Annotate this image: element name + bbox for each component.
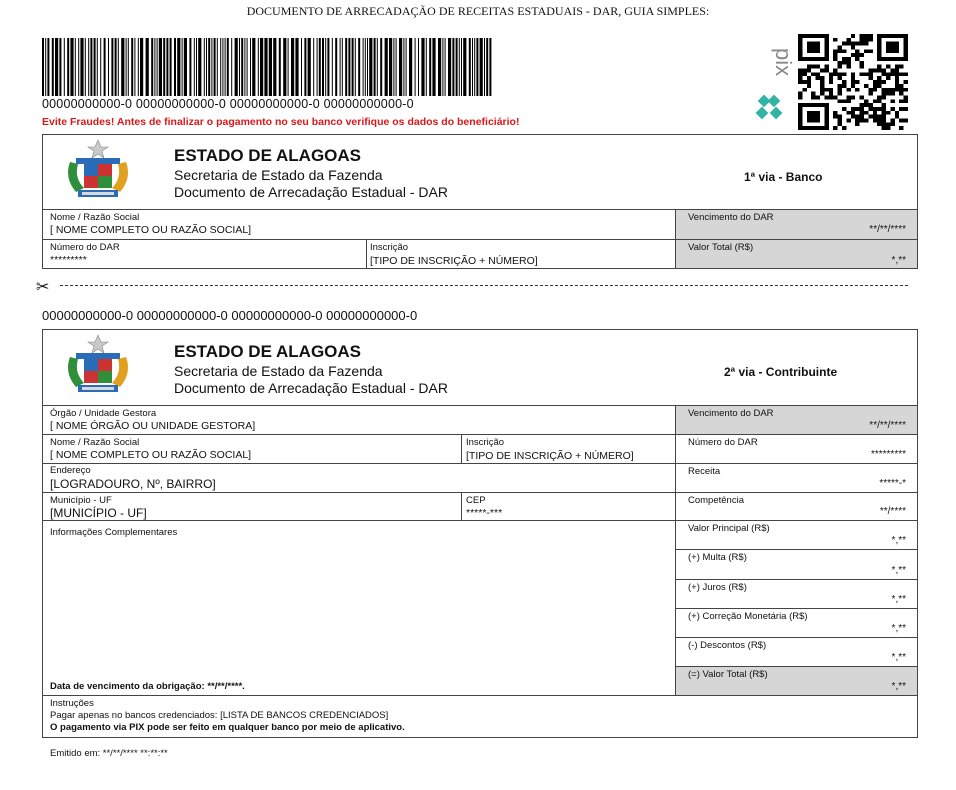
qr-code[interactable]	[798, 34, 908, 130]
scissors-icon: ✂	[36, 279, 50, 296]
divider	[675, 608, 918, 609]
total-value: *,**	[891, 255, 906, 266]
coat-of-arms-icon	[62, 138, 134, 202]
value-label: (+) Multa (R$)	[688, 552, 747, 563]
orgao-label: Órgão / Unidade Gestora	[50, 408, 157, 419]
value-label: Valor Principal (R$)	[688, 523, 770, 534]
value-label: (+) Correção Monetária (R$)	[688, 611, 808, 622]
orgao-value: [ NOME ÓRGÃO OU UNIDADE GESTORA]	[50, 420, 256, 432]
divider	[42, 434, 918, 435]
instructions-text: Pagar apenas no bancos credenciados: [LISTA DE BANCOS CREDENCIADOS]	[50, 710, 389, 721]
value-amount: *,**	[891, 535, 906, 546]
state-title: ESTADO DE ALAGOAS	[174, 342, 362, 361]
document-name: Documento de Arrecadação Estadual - DAR	[174, 184, 448, 200]
divider	[675, 405, 676, 695]
dar-number-label: Número do DAR	[50, 242, 120, 253]
value-label: (=) Valor Total (R$)	[688, 669, 768, 680]
value-amount: *,**	[891, 652, 906, 663]
total-label: Valor Total (R$)	[688, 242, 754, 253]
divider	[461, 434, 462, 463]
dar-number-value: *********	[50, 254, 87, 266]
inscricao-label: Inscrição	[466, 437, 505, 448]
due-value: **/**/****	[869, 224, 906, 235]
divider	[675, 520, 918, 521]
value-amount: *****-*	[879, 478, 906, 489]
value-amount: *,**	[891, 681, 906, 692]
value-label: Vencimento do DAR	[688, 408, 774, 419]
via1-label: 1ª via - Banco	[744, 170, 823, 184]
emitted-date: Emitido em: **/**/**** **:**:**	[50, 748, 168, 759]
state-title: ESTADO DE ALAGOAS	[174, 146, 362, 165]
endereco-value: [LOGRADOURO, Nº, BAIRRO]	[50, 477, 216, 491]
secretariat-name: Secretaria de Estado da Fazenda	[174, 167, 383, 183]
fraud-warning: Evite Fraudes! Antes de finalizar o pagamento no seu banco verifique os dados do beneficiário!	[42, 116, 520, 128]
endereco-label: Endereço	[50, 465, 91, 476]
barcode	[42, 38, 492, 96]
inscricao-value: [TIPO DE INSCRIÇÃO + NÚMERO]	[370, 255, 538, 267]
barcode-number-2: 00000000000-0 00000000000-0 00000000000-0 00000000000-0	[42, 308, 418, 323]
secretariat-name: Secretaria de Estado da Fazenda	[174, 363, 383, 379]
info-label: Informações Complementares	[50, 527, 178, 538]
pix-label: pix	[771, 48, 796, 77]
divider	[366, 239, 367, 269]
value-label: Receita	[688, 466, 721, 477]
due-label: Vencimento do DAR	[688, 212, 774, 223]
inscricao-value: [TIPO DE INSCRIÇÃO + NÚMERO]	[466, 450, 634, 462]
divider	[42, 492, 918, 493]
divider	[42, 695, 918, 696]
value-amount: *,**	[891, 565, 906, 576]
pix-logo-icon	[752, 40, 796, 124]
name-value: [ NOME COMPLETO OU RAZÃO SOCIAL]	[50, 449, 252, 461]
barcode-number: 00000000000-0 00000000000-0 00000000000-0 00000000000-0	[42, 97, 414, 111]
divider	[42, 463, 918, 464]
municipio-value: [MUNICÍPIO - UF]	[50, 506, 147, 520]
via2-label: 2ª via - Contribuinte	[724, 365, 838, 379]
due-obligation: Data de vencimento da obrigação: **/**/****.	[50, 681, 245, 692]
name-label: Nome / Razão Social	[50, 212, 140, 223]
divider	[675, 637, 918, 638]
divider	[675, 579, 918, 580]
divider	[675, 666, 918, 667]
name-label: Nome / Razão Social	[50, 437, 140, 448]
divider	[675, 549, 918, 550]
divider	[42, 239, 918, 240]
value-amount: *,**	[891, 623, 906, 634]
value-amount: **/**/****	[869, 420, 906, 431]
name-value: [ NOME COMPLETO OU RAZÃO SOCIAL]	[50, 224, 252, 236]
pix-note: O pagamento via PIX pode ser feito em qualquer banco por meio de aplicativo.	[50, 722, 405, 733]
value-amount: *********	[870, 449, 906, 460]
value-label: Competência	[688, 495, 744, 506]
cep-value: *****-***	[466, 507, 503, 519]
inscricao-label: Inscrição	[370, 242, 409, 253]
document-name: Documento de Arrecadação Estadual - DAR	[174, 380, 448, 396]
cut-line	[60, 285, 908, 286]
cep-label: CEP	[466, 495, 486, 506]
value-amount: *,**	[891, 594, 906, 605]
divider	[461, 492, 462, 520]
value-amount: **/****	[879, 506, 906, 517]
document-title: DOCUMENTO DE ARRECADAÇÃO DE RECEITAS ESTADUAIS - DAR, GUIA SIMPLES:	[246, 4, 710, 18]
value-label: (-) Descontos (R$)	[688, 640, 767, 651]
instructions-label: Instruções	[50, 698, 94, 709]
value-label: (+) Juros (R$)	[688, 582, 747, 593]
coat-of-arms-icon	[62, 333, 134, 397]
value-label: Número do DAR	[688, 437, 758, 448]
municipio-label: Município - UF	[50, 495, 112, 506]
